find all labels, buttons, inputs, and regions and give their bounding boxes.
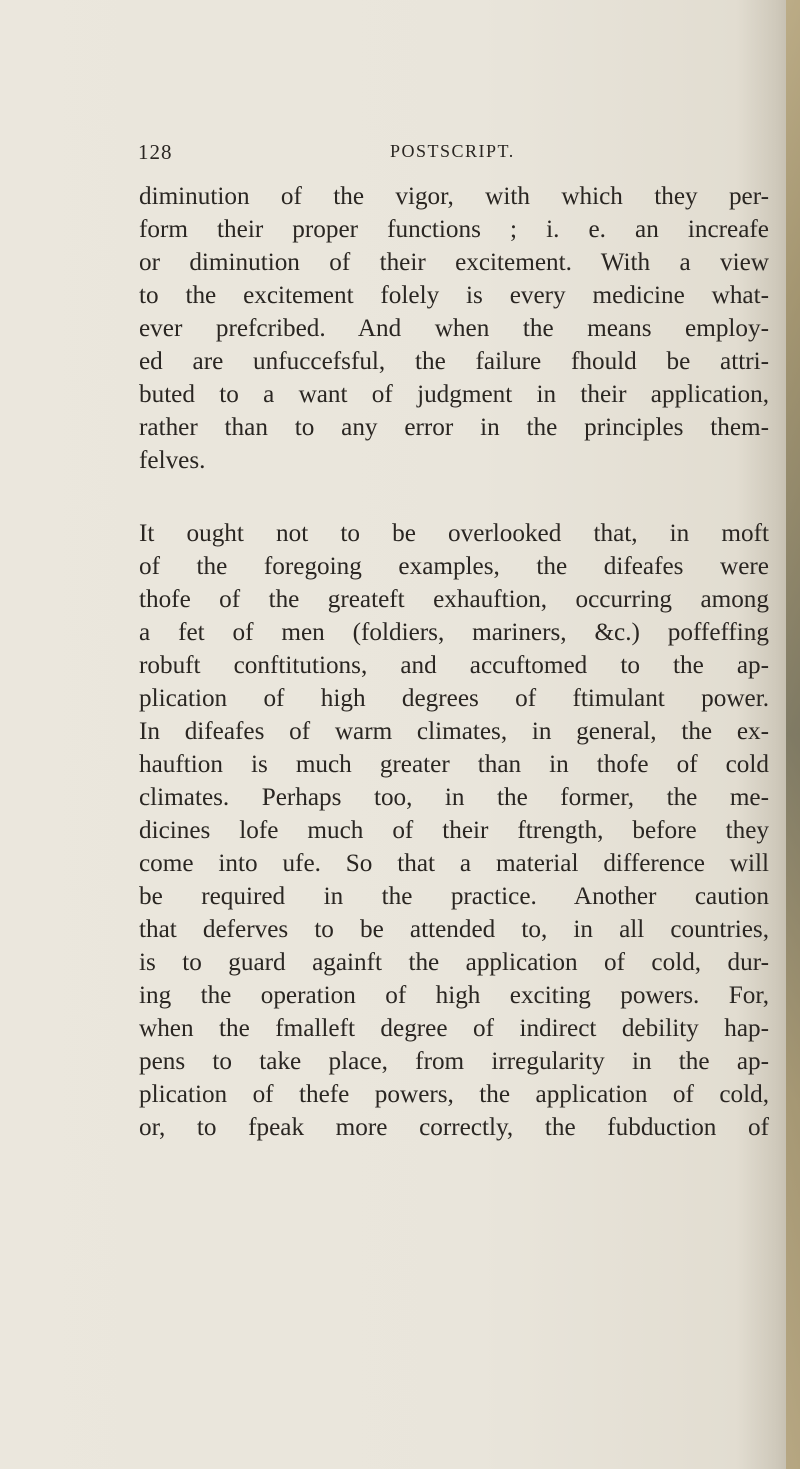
text-line: to the excitement folely is every medicine what- <box>139 282 769 309</box>
book-gutter-edge <box>786 0 800 1469</box>
text-line: pens to take place, from irregularity in the ap- <box>139 1048 769 1075</box>
body-text <box>139 180 769 1144</box>
page-number: 128 <box>138 140 173 164</box>
text-line: form their proper functions ; i. e. an increafe <box>139 216 769 243</box>
text-line: plication of high degrees of ftimulant power. <box>139 685 769 712</box>
text-line: climates. Perhaps too, in the former, the me- <box>139 784 769 811</box>
text-line: hauftion is much greater than in thofe of cold <box>139 751 769 778</box>
text-line: be required in the practice. Another caution <box>139 883 769 910</box>
text-line: buted to a want of judgment in their application, <box>139 381 769 408</box>
paragraph-1 <box>139 180 769 477</box>
text-line: ed are unfuccefsful, the failure fhould be attri- <box>139 348 769 375</box>
text-line: when the fmalleft degree of indirect debility hap- <box>139 1015 769 1042</box>
paragraph-2 <box>139 517 769 1144</box>
text-line: rather than to any error in the principles them- <box>139 414 769 441</box>
text-line: ever prefcribed. And when the means employ- <box>139 315 769 342</box>
text-line: or, to fpeak more correctly, the fubduction of <box>139 1114 769 1141</box>
text-line: a fet of men (foldiers, mariners, &c.) poffeffing <box>139 619 769 646</box>
text-line: ing the operation of high exciting powers. For, <box>139 982 769 1009</box>
text-line: that deferves to be attended to, in all countries, <box>139 916 769 943</box>
text-line: diminution of the vigor, with which they per- <box>139 183 769 210</box>
text-line: come into ufe. So that a material difference will <box>139 850 769 877</box>
text-line: plication of thefe powers, the application of cold, <box>139 1081 769 1108</box>
text-line: thofe of the greateft exhauftion, occurring among <box>139 586 769 613</box>
text-line: is to guard againft the application of cold, dur- <box>139 949 769 976</box>
paragraph-gap <box>139 477 769 517</box>
running-title: POSTSCRIPT. <box>390 141 515 161</box>
running-head <box>138 140 578 166</box>
text-line: robuft conftitutions, and accuftomed to the ap- <box>139 652 769 679</box>
text-line: dicines lofe much of their ftrength, before they <box>139 817 769 844</box>
text-line: It ought not to be overlooked that, in moft <box>139 520 769 547</box>
text-line: or diminution of their excitement. With a view <box>139 249 769 276</box>
text-line: In difeafes of warm climates, in general, the ex- <box>139 718 769 745</box>
text-line: of the foregoing examples, the difeafes were <box>139 553 769 580</box>
text-line: felves. <box>139 447 206 474</box>
